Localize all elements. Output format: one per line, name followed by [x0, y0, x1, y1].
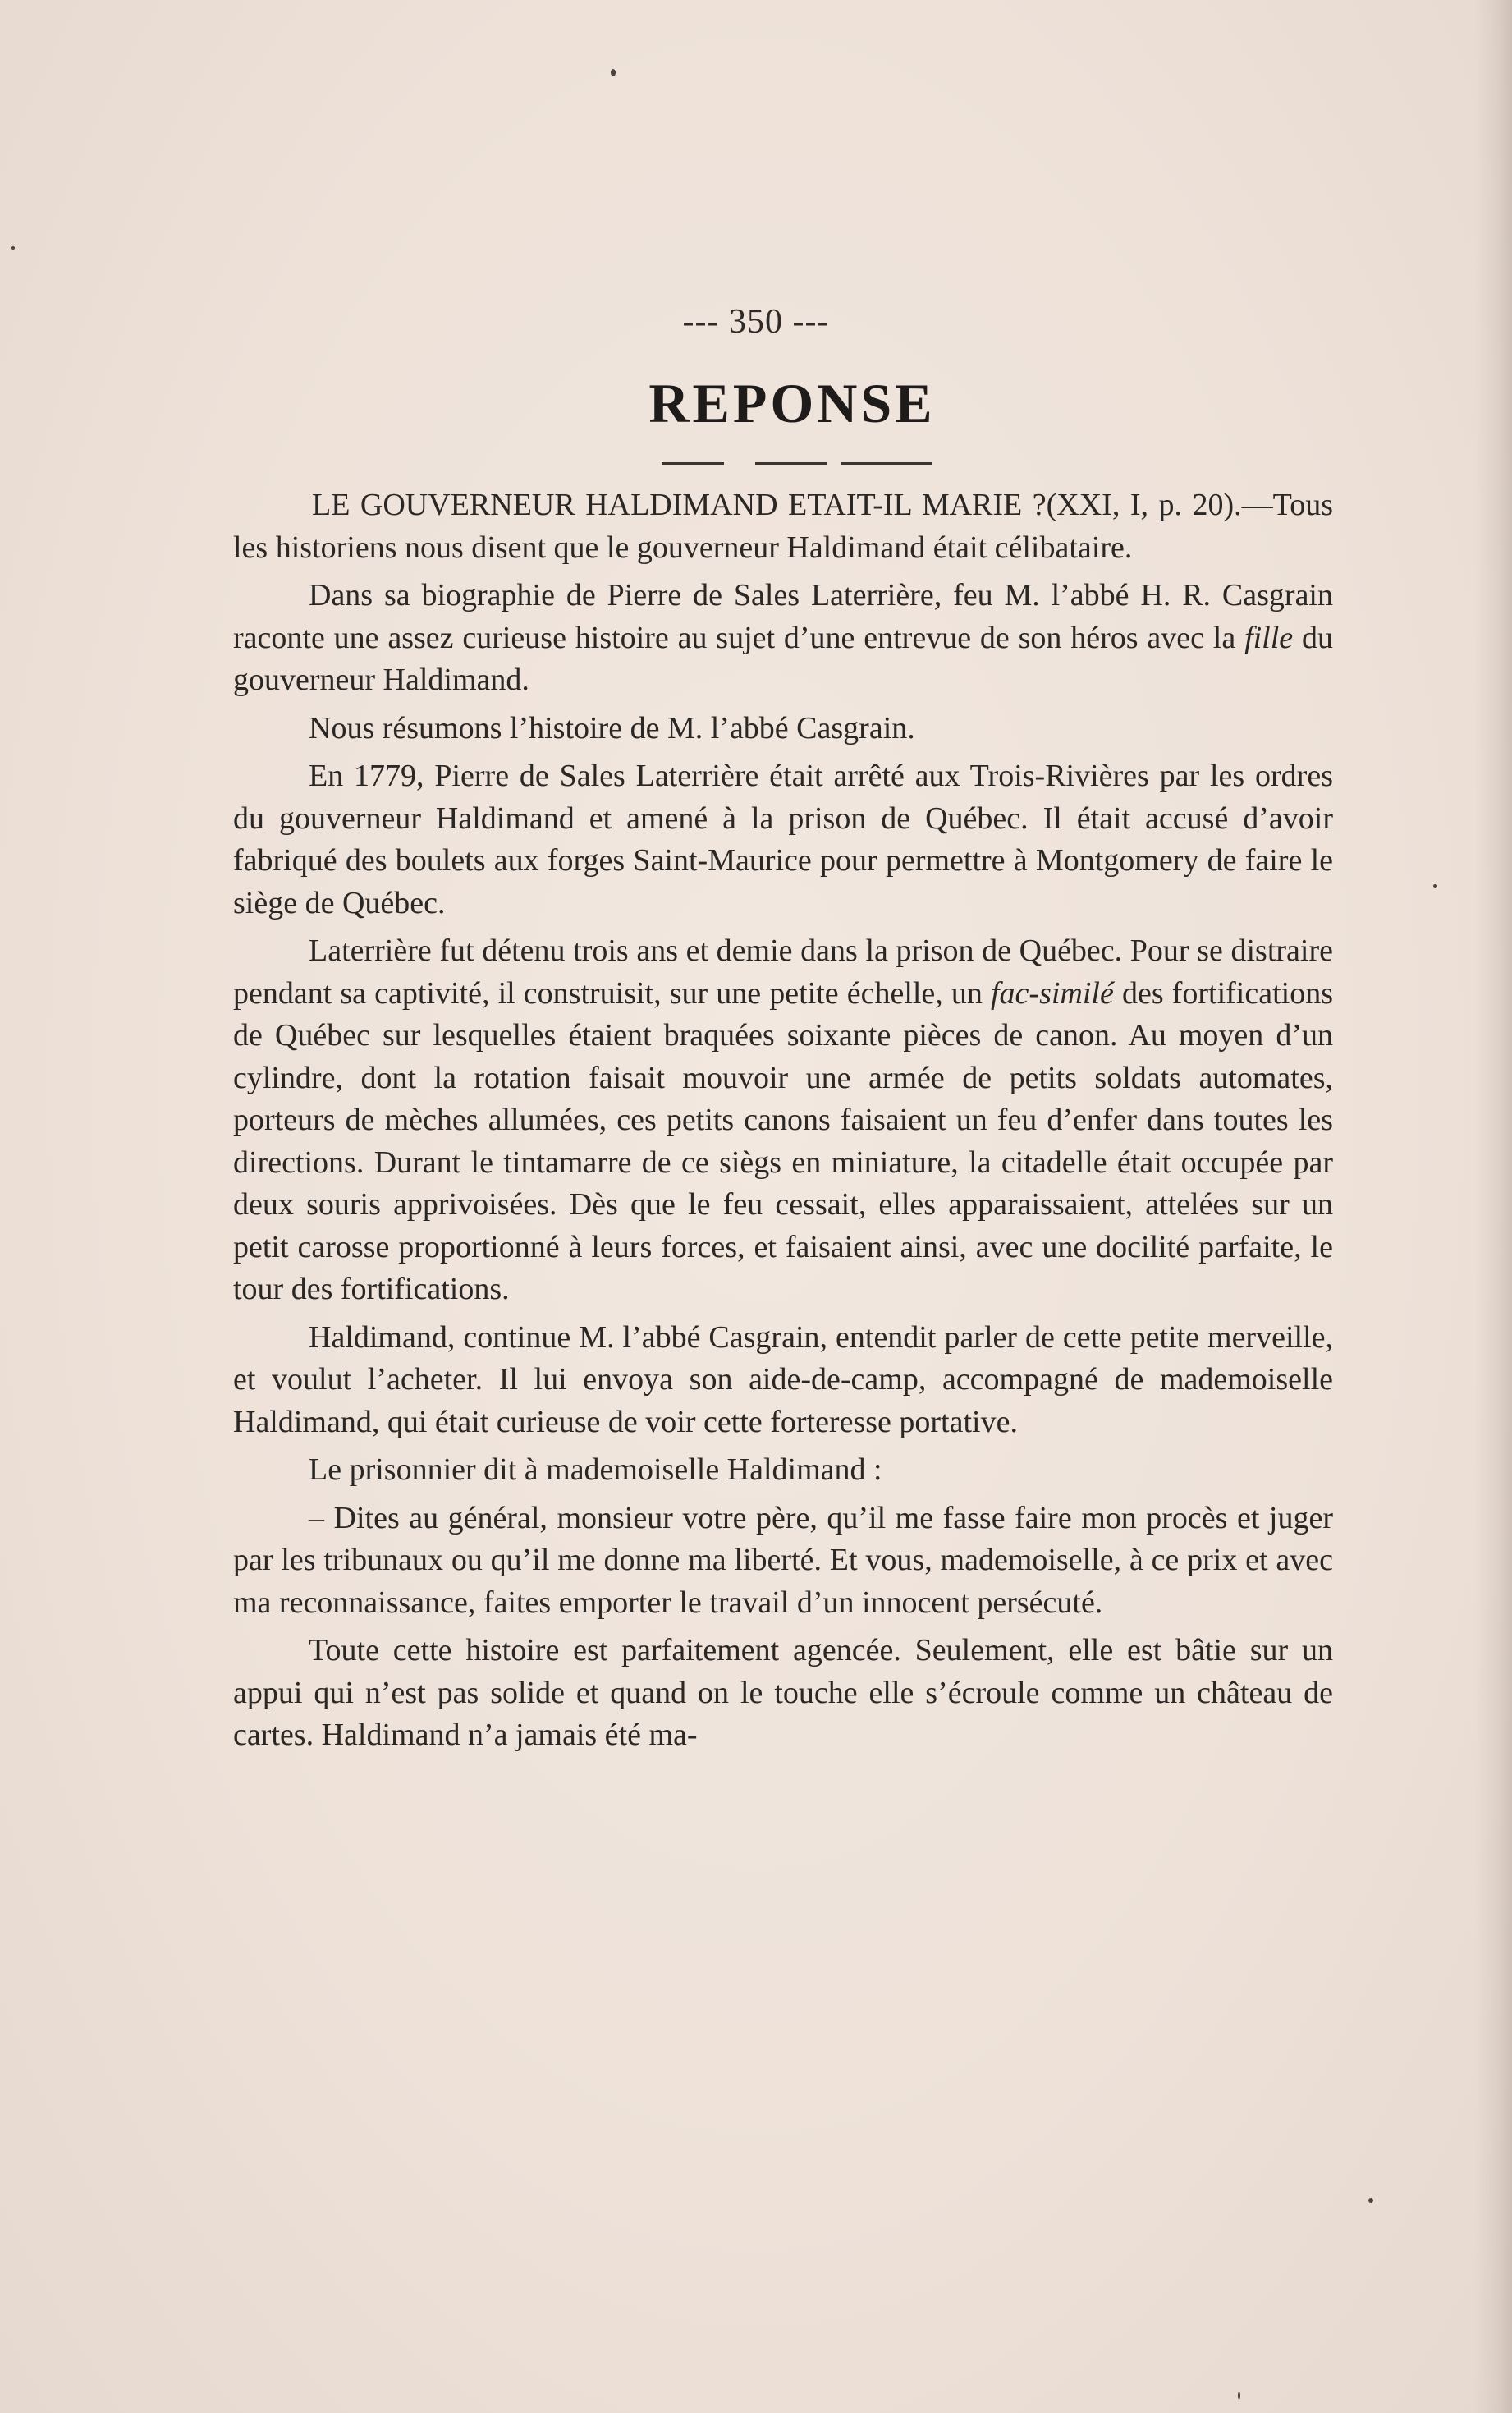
paper-speck — [1238, 2392, 1240, 2400]
paragraph-conclusion: Toute cette histoire est parfaitement agencée. Seulement, elle est bâtie sur un appui qui n’est pas solide et quand on le touche elle s’écroule comme un château de cartes. Haldimand n’a jamais été ma- — [233, 1633, 1333, 1752]
page-number: --- 350 --- — [682, 303, 830, 341]
paragraph-quote: – Dites au général, monsieur votre père, qu’il me fasse faire mon procès et juger par les tribunaux ou qu’il me donne ma liberté. Et vous, mademoiselle, à ce prix et avec ma reconnaissance, faites emporter le travail d’un innocent persécuté. — [233, 1500, 1333, 1620]
page-edge-shadow — [1474, 0, 1512, 2413]
italic-word: fille — [1244, 620, 1294, 655]
paper-speck — [1368, 2198, 1373, 2203]
article-body — [233, 484, 1333, 1763]
paragraph-text: Dans sa biographie de Pierre de Sales Laterrière, feu M. l’abbé H. R. Casgrain raconte une assez curieuse histoire au sujet d’une entrevue de son héros avec la — [233, 578, 1333, 655]
paragraph-prisoner: Le prisonnier dit à mademoiselle Haldimand : — [309, 1452, 882, 1487]
paper-speck — [1433, 884, 1437, 888]
paragraph-biography — [233, 575, 1333, 702]
paper-speck — [611, 69, 616, 76]
heading-rule — [841, 462, 932, 465]
paragraph-text: des fortifications de Québec sur lesquelles étaient braquées soixante pièces de canon. Au moyen d’un cylindre, dont la rotation faisait mouvoir une armée de petits soldats automates, porteurs de mèches allumées, ces petits canons faisaient un feu d’enfer dans toutes les directions. Durant le tintamarre de ce siègs en miniature, la citadelle était occupée par deux souris apprivoisées. Dès que le feu cessait, elles apparaissaient, attelées sur un petit carosse proportionné à leurs forces, et faisaient ainsi, avec une docilité parfaite, le tour des fortifications. — [233, 975, 1333, 1306]
paragraph-haldimand: Haldimand, continue M. l’abbé Casgrain, entendit parler de cette petite merveille, et voulut l’acheter. Il lui envoya son aide-de-camp, accompagné de mademoiselle Haldimand, qui était curieuse de voir cette forteresse portative. — [233, 1319, 1333, 1439]
italic-word: fac-similé — [991, 975, 1114, 1011]
paragraph-text: Laterrière fut détenu trois ans et demie dans la prison de Québec. Pour se distraire pendant sa captivité, il construisit, sur une petite échelle, un — [233, 934, 1333, 1011]
paragraph-summary: Nous résumons l’histoire de M. l’abbé Casgrain. — [309, 710, 915, 745]
paragraph-arrest: En 1779, Pierre de Sales Laterrière était arrêté aux Trois-Rivières par les ordres du gouverneur Haldimand et amené à la prison de Québec. Il était accusé d’avoir fabriqué des boulets aux forges Saint-Maurice pour permettre à Montgomery de faire le siège de Québec. — [233, 759, 1333, 920]
heading-rule — [662, 462, 724, 465]
paper-speck — [11, 246, 15, 250]
paragraph-question: LE GOUVERNEUR HALDIMAND ETAIT-IL MARIE ?(XXI, I, p. 20).—Tous les historiens nous disent que le gouverneur Haldimand était célibataire. — [233, 488, 1333, 565]
paragraph-text: du gouverneur Haldimand. — [233, 620, 1334, 697]
paragraph-captivity — [233, 930, 1333, 1311]
heading-rule — [755, 462, 827, 465]
page-heading: REPONSE — [648, 372, 936, 434]
